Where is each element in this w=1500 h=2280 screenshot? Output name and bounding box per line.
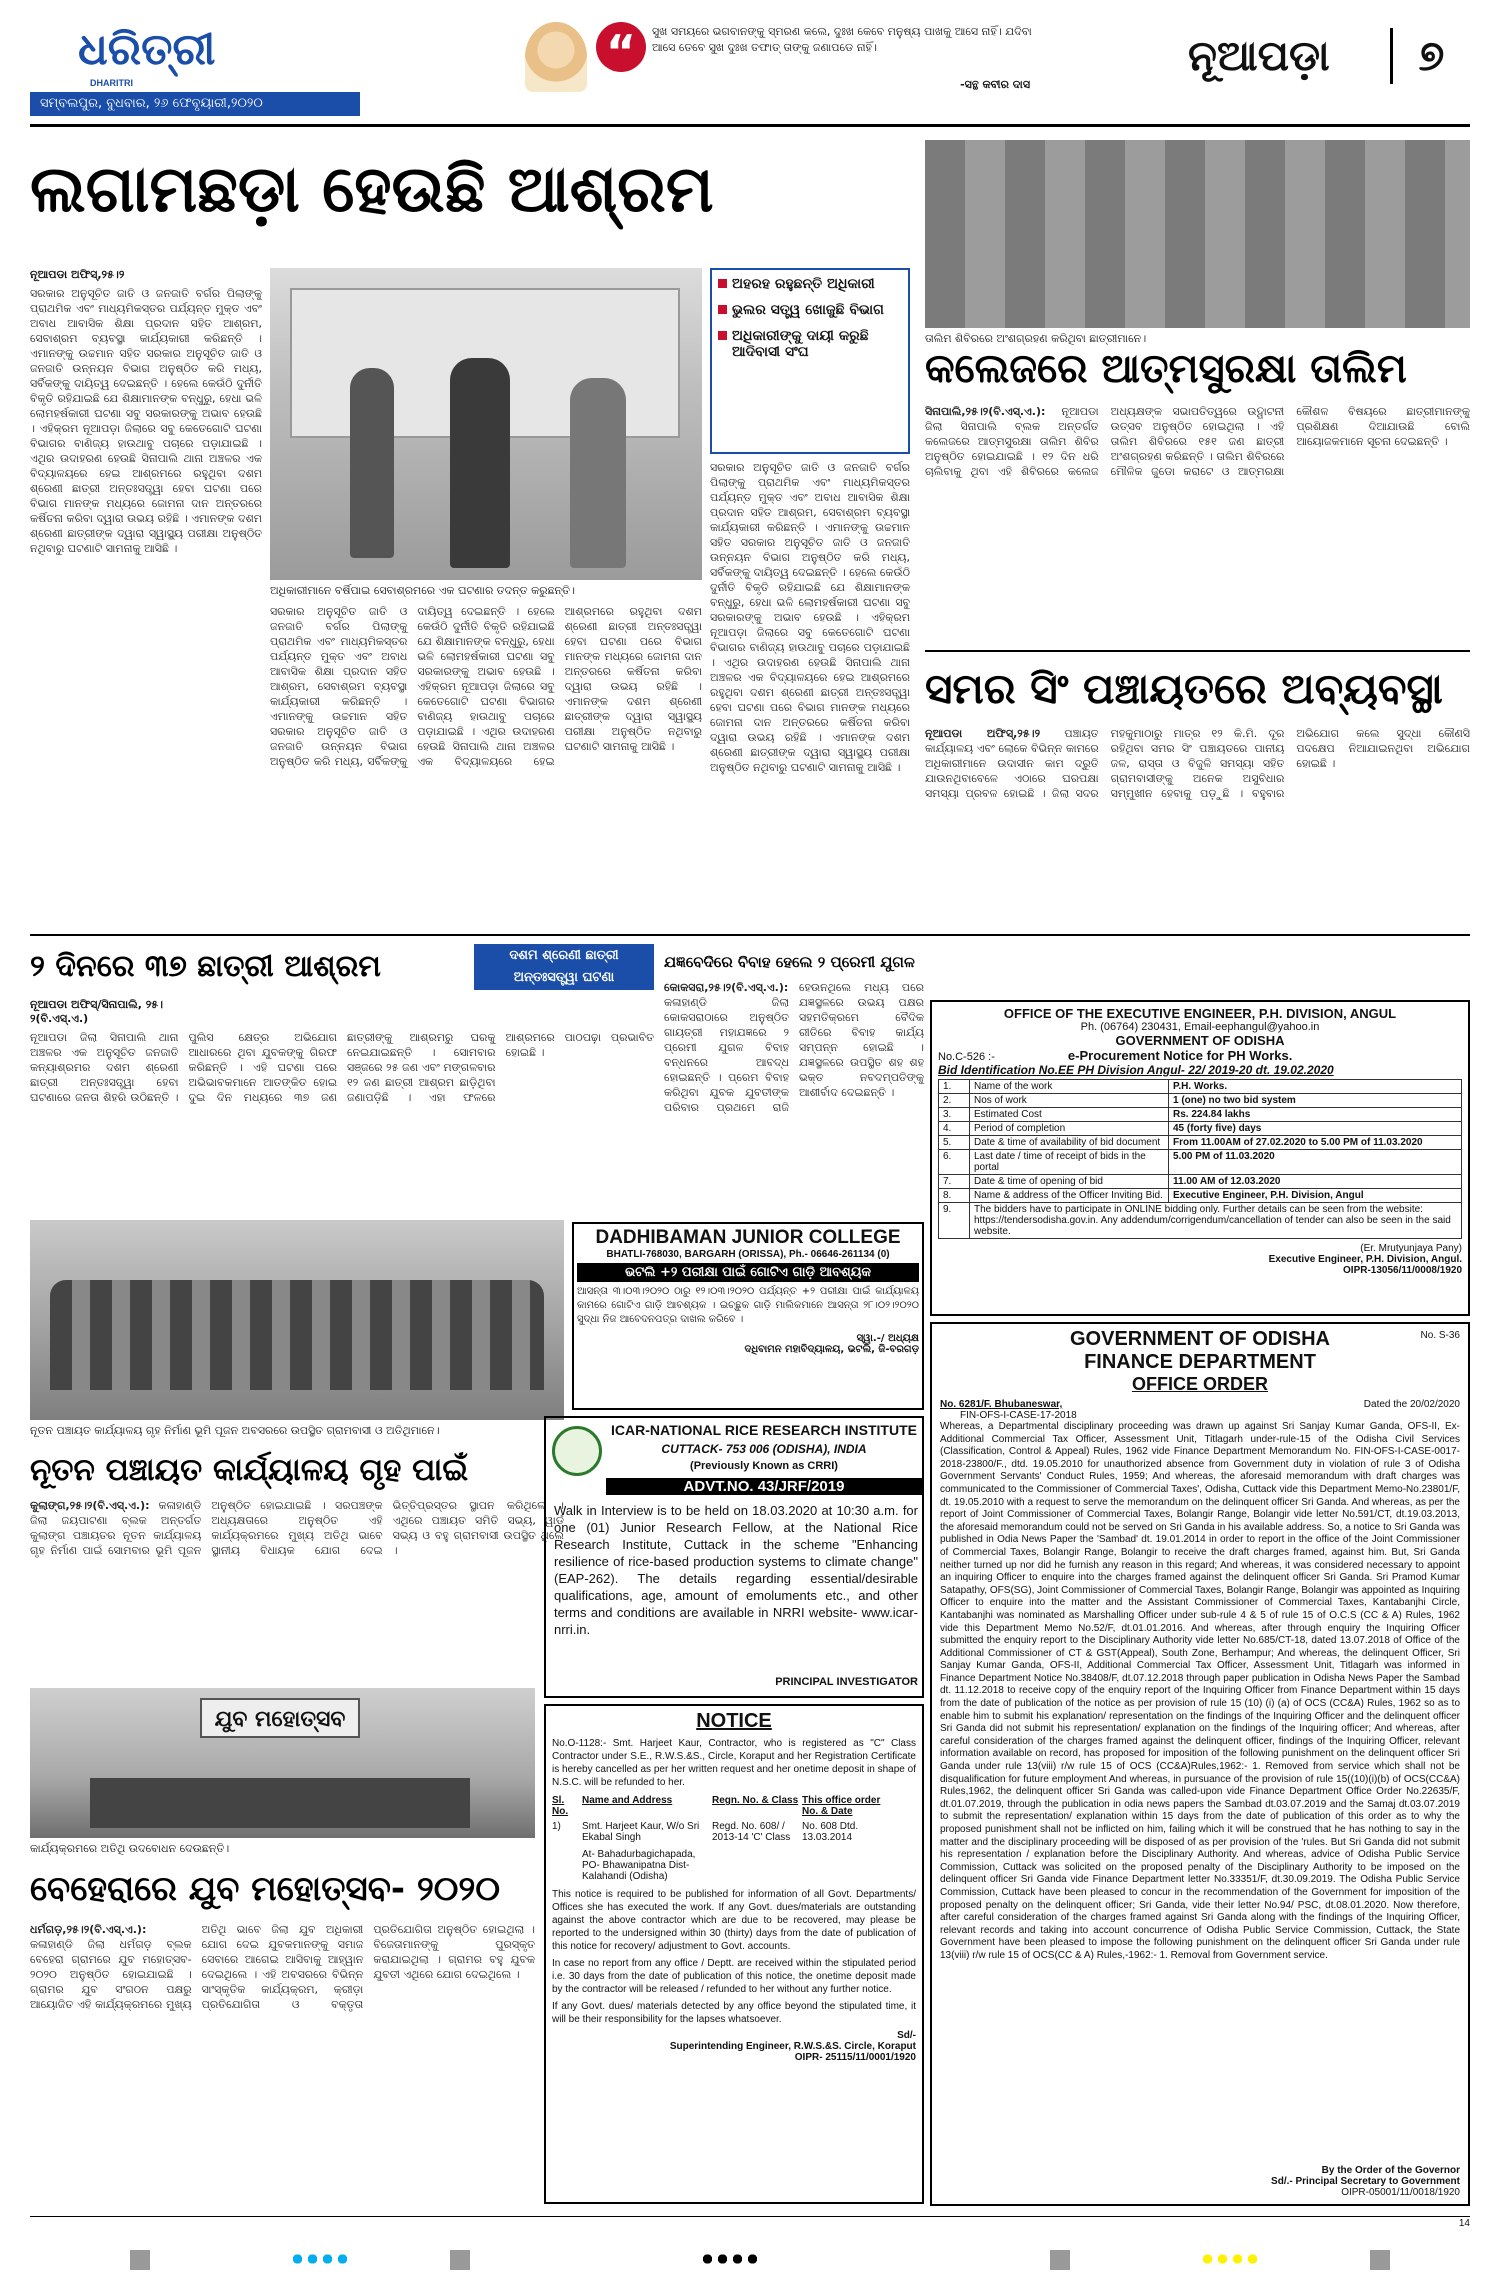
notice-row <box>552 1821 916 1882</box>
tender-row <box>939 1108 1462 1122</box>
row-name: Smt. Harjeet Kaur, W/o Sri Ekabal Singh <box>582 1821 700 1843</box>
section-name: ନୂଆପଡ଼ା <box>1188 31 1330 80</box>
tender-row-no: 2. <box>939 1094 970 1108</box>
icar-name: ICAR-NATIONAL RICE RESEARCH INSTITUTE <box>611 1422 917 1438</box>
story7-banner: ଯୁବ ମହୋତ୍ସବ <box>200 1698 360 1738</box>
story6-body: କଳାହାଣ୍ଡି ଜିଲା ଜୟପାଟଣା ବ୍ଲକ ଅନ୍ତର୍ଗତ କୁଲାଙ୍ଗ ପଞ୍ଚାୟତର ନୂତନ କାର୍ଯ୍ୟାଳୟ ଗୃହ ନିର୍ମାଣ ପାଇଁ ସୋମବାର ଭୂମି ପୂଜନ ଅନୁଷ୍ଠିତ ହୋଇଯାଇଛି । ସରପଞ୍ଚଙ୍କ ଅଧ୍ୟକ୍ଷତାରେ ଅନୁଷ୍ଠିତ ଏହି କାର୍ଯ୍ୟକ୍ରମରେ ମୁଖ୍ୟ ଅତିଥି ଭାବେ ସ୍ଥାନୀୟ ବିଧାୟକ ଯୋଗ ଦେଇ ଭିତ୍ତିପ୍ରସ୍ତର ସ୍ଥାପନ କରିଥିଲେ । ଏଥିରେ ପଞ୍ଚାୟତ ସମିତି ସଭ୍ୟ, ୱାର୍ଡ ସଭ୍ୟ ଓ ବହୁ ଗ୍ରାମବାସୀ ଉପସ୍ଥିତ ଥିଲେ । <box>30 1499 564 1557</box>
notice-p2: In case no report from any office / Deptt. are received within the stipulated period i.e. 30 days from the date of publication of this notice, the onetime deposit made by the contractor will be released / refunded to her without any further notice. <box>552 1958 916 1995</box>
story1-dateline: ନୂଆପଡା ଅଫିସ୍,୨୫।୨ <box>30 268 125 281</box>
icar-text: Walk in Interview is to be held on 18.03.2020 at 10:30 a.m. for one (01) Junior Research Fellow, at the National Rice Research Institute, Cuttack in the scheme "Enhancing resilience of rice-based production systems to climate change" (EAP-262). The details regarding essential/desirable qualifications, age, amount of emoluments etc., and other terms and conditions are available in NRRI website- www.icar-nrri.in. <box>554 1503 918 1637</box>
logo-text: ଧରିତ୍ରୀ <box>78 24 216 75</box>
tender-row-key: Estimated Cost <box>970 1108 1169 1122</box>
story2-body: ନୂଆପଡା ଜିଲା ସିନାପାଲି ବ୍ଲକ ଅନ୍ତର୍ଗତ କଲେଜରେ ଆତ୍ମସୁରକ୍ଷା ତାଲିମ ଶିବିର ଅନୁଷ୍ଠିତ ହୋଇଯାଇଛି । ୧୨ ଦିନ ଧରି ଚାଲିବାକୁ ଥିବା ଏହି ଶିବିରରେ କଲେଜ ଅଧ୍ୟକ୍ଷଙ୍କ ସଭାପତିତ୍ୱରେ ଉଦ୍ଘାଟନୀ ଉତ୍ସବ ଅନୁଷ୍ଠିତ ହୋଇଥିଲା । ଏହି ତାଲିମ ଶିବିରରେ ୧୫୧ ଜଣ ଛାତ୍ରୀ ଅଂଶଗ୍ରହଣ କରିଛନ୍ତି । ତାଲିମ ଶିବିରରେ ମୌଳିକ ଜୁଡୋ କରାଟେ ଓ ଆତ୍ମରକ୍ଷା କୌଶଳ ବିଷୟରେ ଛାତ୍ରୀମାନଙ୍କୁ ପ୍ରଶିକ୍ଷଣ ଦିଆଯାଉଛି ବୋଲି ଆୟୋଜକମାନେ ସୂଚନା ଦେଇଛନ୍ତି । <box>925 405 1470 478</box>
order-title1: GOVERNMENT OF ODISHA <box>1069 1328 1330 1350</box>
notice-sign2: Superintending Engineer, R.W.S.&S. Circle, Koraput <box>669 2041 916 2052</box>
col-sl: Sl. No. <box>552 1795 569 1817</box>
icar-formerly: (Previously Known as CRRI) <box>690 1460 838 1472</box>
tender-row-key: Last date / time of receipt of bids in the portal <box>970 1150 1169 1175</box>
icar-ad <box>544 1416 924 1698</box>
order-file: FIN-OFS-I-CASE-17-2018 <box>960 1410 1077 1421</box>
tender-row-value: P.H. Works. <box>1169 1080 1462 1094</box>
college-sign: ସ୍ୱା.-/ ଅଧ୍ୟକ୍ଷ <box>856 1333 919 1344</box>
icar-sign: PRINCIPAL INVESTIGATOR <box>775 1676 918 1688</box>
story1-col3-text: ସରକାର ଅନୁସୂଚିତ ଜାତି ଓ ଜନଜାତି ବର୍ଗର ପିଲାଙ୍କୁ ପ୍ରାଥମିକ ଏବଂ ମାଧ୍ୟମିକସ୍ତର ପର୍ଯ୍ୟନ୍ତ ମୁକ୍ତ ଏବଂ ଅବାଧ ଆବାସିକ ଶିକ୍ଷା ପ୍ରଦାନ ସହିତ ଆଶ୍ରମ, ସେବାଶ୍ରମ ବ୍ୟବସ୍ଥା କାର୍ଯ୍ୟକାରୀ କରିଛନ୍ତି । ଏମାନଙ୍କୁ ଉଚ୍ଚମାନ ସହିତ ସରକାର ଅନୁସୂଚିତ ଜାତି ଓ ଜନଜାତି ଉନ୍ନୟନ ବିଭାଗ ଅନୁଷ୍ଠିତ କରି ମଧ୍ୟ, ସର୍ବିକଙ୍କୁ ଦାୟିତ୍ୱ ଦେଇଛନ୍ତି । ହେଲେ କେଉଁଠି ଦୁର୍ନୀତି ବିକୃତି ରହିଯାଇଛି ଯେ ଶିକ୍ଷାମାନଙ୍କ ବନ୍ଧୁରୁ, ହେଧା ଭଳି ଲୋମହର୍ଷକାରୀ ଘଟଣା ସବୁ ସରକାରଙ୍କୁ ଅଭାବ ହେଉଛି । ଏହିକ୍ରମ ନୂଆପଡ଼ା ଜିଲାରେ ସବୁ କେତେଗୋଟି ଘଟଣା ବିଭାଗର ବାଣିଜ୍ୟ ହାଉଥାବୁ ପଚାରେ ପଡ଼ାଯାଇଛି । ଏଥିର ଉଦାହରଣ ହେଉଛି ସିନାପାଲି ଥାନା ଅଞ୍ଚଳର ଏକ ବିଦ୍ୟାଳୟରେ ହେଇ ଆଶ୍ରମରେ ରହୁଥିବା ଦଶମ ଶ୍ରେଣୀ ଛାତ୍ରୀ ଅନ୍ତଃସତ୍ତ୍ୱା ହେବା ଘଟଣା ପରେ ବିଭାଗ ମାନଙ୍କ ମଧ୍ୟରେ ଜୋମନା ଦାନ ଅନ୍ତରରେ କର୍ଷିତନା କରିବା ଦ୍ୱାରା ଉଭୟ ରହିଛି । ଏମାନଙ୍କ ଦଶମ ଶ୍ରେଣୀ ଛାତ୍ରୀଙ୍କ ଦ୍ୱାରା ସ୍ୱାସ୍ଥ୍ୟ ପରୀକ୍ଷା ଅନୁଷ୍ଠିତ ନଥିବାରୁ ଘଟଣାଟି ସାମନାକୁ ଆସିଛି । <box>710 461 910 774</box>
tender-row-no: 6. <box>939 1150 970 1175</box>
story6-photo-caption: ନୂତନ ପଞ୍ଚାୟତ କାର୍ଯ୍ୟାଳୟ ଗୃହ ନିର୍ମାଣ ଭୂମି ପୂଜନ ଅବସରରେ ଉପସ୍ଥିତ ଗ୍ରାମବାସୀ ଓ ଅତିଥିମାନେ। <box>30 1424 440 1437</box>
col-name: Name and Address <box>582 1795 673 1806</box>
tender-row-value: 1 (one) no two bid system <box>1169 1094 1462 1108</box>
order-sign: By the Order of the Governor <box>1321 2165 1460 2176</box>
order-title2: FINANCE DEPARTMENT <box>1084 1351 1316 1373</box>
tender-row-key: Nos of work <box>970 1094 1169 1108</box>
order-no-row <box>940 1399 1460 1410</box>
quote: ସୁଖ ସମୟରେ ଭଗବାନଙ୍କୁ ସ୍ମରଣ କଲେ, ଦୁଃଖ କେବେ ମନୁଷ୍ୟ ପାଖକୁ ଆସେ ନାହିଁ। ଯଦିବା ଆସେ ତେବେ ସୁଖ ଦୁଃଖ ତଫାତ୍ ତାଙ୍କୁ ଜଣାପଡେ ନାହିଁ। <box>652 25 1032 54</box>
row-order: No. 608 Dtd. 13.03.2014 <box>802 1821 859 1843</box>
tender-table <box>938 1079 1462 1239</box>
tender-row-key: Name & address of the Officer Inviting Bid. <box>970 1189 1169 1203</box>
quote-mark-icon: “ <box>596 22 646 72</box>
bullet-text: ଭୁଲର ସତ୍ତ୍ୱ ଖୋଜୁଛି ବିଭାଗ <box>732 302 884 318</box>
notice-intro: No.O-1128:- Smt. Harjeet Kaur, Contractor, who is registered as "C" Class Contractor under S.E., R.W.S.&S., Circle, Koraput and her Registration Certificate is hereby cancelled as per her written request and her onetime deposit in shape of N.S.C. will be refunded to her. <box>552 1738 916 1788</box>
order-serial: No. S-36 <box>1420 1330 1460 1341</box>
college-address: BHATLI-768030, BARGARH (ORISSA), Ph.- 06646-261134 (0) <box>606 1249 890 1260</box>
notice-ref: OIPR- 25115/11/0001/1920 <box>794 2052 916 2063</box>
college-text: ଆସନ୍ତା ୩।୦୩।୨୦୨୦ ଠାରୁ ୧୨।୦୩।୨୦୨୦ ପର୍ଯ୍ୟନ୍ତ +୨ ପରୀକ୍ଷା ପାଇଁ କାର୍ଯ୍ୟାଳୟ କାମରେ ଗୋଟିଏ ଗାଡ଼ି ଆବଶ୍ୟକ । ଇଚ୍ଛୁକ ଗାଡ଼ି ମାଲିକମାନେ ଆସନ୍ତା ୨୮।୦୨।୨୦୨୦ ସୁଦ୍ଧା ନିଜ ଆବେଦନପତ୍ର ଦାଖଲ କରିବେ । <box>577 1286 919 1325</box>
tender-row <box>939 1136 1462 1150</box>
row-regn: Regd. No. 608/ / 2013-14 'C' Class <box>712 1821 791 1843</box>
story2-photo-caption: ତାଲିମ ଶିବିରରେ ଅଂଶଗ୍ରହଣ କରିଥିବା ଛାତ୍ରୀମାନେ। <box>925 332 1147 345</box>
tender-bid: Bid Identification No.EE PH Division Angul- 22/ 2019-20 dt. 19.02.2020 <box>938 1063 1334 1077</box>
story6-headline: ନୂତନ ପଞ୍ଚାୟତ କାର୍ଯ୍ୟାଳୟ ଗୃହ ପାଇଁ <box>30 1452 469 1488</box>
logo <box>78 22 308 80</box>
tender-row-value: 45 (forty five) days <box>1169 1122 1462 1136</box>
college-banner: ଭଟଲି +୨ ପରୀକ୍ଷା ପାଇଁ ଗୋଟିଏ ଗାଡ଼ି ଆବଶ୍ୟକ <box>577 1263 919 1282</box>
notice-p1: This notice is required to be published for information of all Govt. Departments/ Offices she has executed the work. If any Govt. dues/materials are outstanding against the above contractor which are due to be recovered, may please be reported to the undersigned within 30 (thirty) days from the date of publication of this notice for recovery/ adjustment to Govt. accounts. <box>552 1889 916 1952</box>
story1-bullets <box>710 268 910 454</box>
story1-col2-text: ସରକାର ଅନୁସୂଚିତ ଜାତି ଓ ଜନଜାତି ବର୍ଗର ପିଲାଙ୍କୁ ପ୍ରାଥମିକ ଏବଂ ମାଧ୍ୟମିକସ୍ତର ପର୍ଯ୍ୟନ୍ତ ମୁକ୍ତ ଏବଂ ଅବାଧ ଆବାସିକ ଶିକ୍ଷା ପ୍ରଦାନ ସହିତ ଆଶ୍ରମ, ସେବାଶ୍ରମ ବ୍ୟବସ୍ଥା କାର୍ଯ୍ୟକାରୀ କରିଛନ୍ତି । ଏମାନଙ୍କୁ ଉଚ୍ଚମାନ ସହିତ ସରକାର ଅନୁସୂଚିତ ଜାତି ଓ ଜନଜାତି ଉନ୍ନୟନ ବିଭାଗ ଅନୁଷ୍ଠିତ କରି ମଧ୍ୟ, ସର୍ବିକଙ୍କୁ ଦାୟିତ୍ୱ ଦେଇଛନ୍ତି । ହେଲେ କେଉଁଠି ଦୁର୍ନୀତି ବିକୃତି ରହିଯାଇଛି ଯେ ଶିକ୍ଷାମାନଙ୍କ ବନ୍ଧୁରୁ, ହେଧା ଭଳି ଲୋମହର୍ଷକାରୀ ଘଟଣା ସବୁ ସରକାରଙ୍କୁ ଅଭାବ ହେଉଛି । ଏହିକ୍ରମ ନୂଆପଡ଼ା ଜିଲାରେ ସବୁ କେତେଗୋଟି ଘଟଣା ବିଭାଗର ବାଣିଜ୍ୟ ହାଉଥାବୁ ପଚାରେ ପଡ଼ାଯାଇଛି । ଏଥିର ଉଦାହରଣ ହେଉଛି ସିନାପାଲି ଥାନା ଅଞ୍ଚଳର ଏକ ବିଦ୍ୟାଳୟରେ ହେଇ ଆଶ୍ରମରେ ରହୁଥିବା ଦଶମ ଶ୍ରେଣୀ ଛାତ୍ରୀ ଅନ୍ତଃସତ୍ତ୍ୱା ହେବା ଘଟଣା ପରେ ବିଭାଗ ମାନଙ୍କ ମଧ୍ୟରେ ଜୋମନା ଦାନ ଅନ୍ତରରେ କର୍ଷିତନା କରିବା ଦ୍ୱାରା ଉଭୟ ରହିଛି । ଏମାନଙ୍କ ଦଶମ ଶ୍ରେଣୀ ଛାତ୍ରୀଙ୍କ ଦ୍ୱାରା ସ୍ୱାସ୍ଥ୍ୟ ପରୀକ୍ଷା ଅନୁଷ୍ଠିତ ନଥିବାରୁ ଘଟଣାଟି ସାମନାକୁ ଆସିଛି । <box>270 605 702 768</box>
tender-sign: (Er. Mrutyunjaya Pany) <box>1360 1243 1462 1254</box>
dateline-bar <box>30 92 360 116</box>
story5-dateline: କୋକସରା,୨୫।୨(ବି.ଏସ୍.ଏ.): <box>664 981 789 994</box>
tender-govt: GOVERNMENT OF ODISHA <box>1115 1033 1285 1048</box>
tender-row-value: Executive Engineer, P.H. Division, Angul <box>1169 1189 1462 1203</box>
tender-sign2: Executive Engineer, P.H. Division, Angul. <box>1268 1254 1462 1265</box>
story2-dateline: ସିନାପାଲି,୨୫।୨(ବି.ଏସ୍.ଏ.): <box>925 405 1046 418</box>
tender-row-key: Name of the work <box>970 1080 1169 1094</box>
person-figure <box>350 368 394 558</box>
tender-row-key: Period of completion <box>970 1122 1169 1136</box>
tender-row-value: From 11.00AM of 27.02.2020 to 5.00 PM of 11.03.2020 <box>1169 1136 1462 1150</box>
bullet-text: ଅଧିକାରୀଙ୍କୁ ଦାୟୀ କରୁଛି ଆଦିବାସୀ ସଂଘ <box>732 328 869 360</box>
order-ref: OIPR-05001/11/0018/1920 <box>1341 2187 1460 2198</box>
story4-tag-text: ଦଶମ ଶ୍ରେଣୀ ଛାତ୍ରୀ ଅନ୍ତଃସତ୍ତ୍ୱା ଘଟଣା <box>509 948 619 985</box>
notice-sign: Sd/- <box>897 2030 916 2041</box>
story4-text <box>30 1030 654 1210</box>
story7-dateline: ଧର୍ମଗଡ଼,୨୫।୨(ବି.ଏସ୍.ଏ.): <box>30 1923 147 1936</box>
tender-row-no: 7. <box>939 1175 970 1189</box>
tender-title: e-Procurement Notice for PH Works. <box>1067 1048 1293 1063</box>
tender-row <box>939 1203 1462 1239</box>
notice-title: NOTICE <box>696 1710 772 1732</box>
story2-headline: କଲେଜରେ ଆତ୍ମସୁରକ୍ଷା ତାଲିମ <box>925 346 1407 392</box>
story1-col3 <box>710 460 910 926</box>
story1-col2 <box>270 604 702 926</box>
tender-office: OFFICE OF THE EXECUTIVE ENGINEER, P.H. DIVISION, ANGUL <box>1003 1006 1397 1021</box>
quote-author: -ସନ୍ଥ କବୀର ଦାସ <box>960 78 1030 91</box>
story1-photo-caption: ଅଧିକାରୀମାନେ ବର୍ଷିପାଇ ସେବାଶ୍ରମରେ ଏକ ଘଟଣାର ତଦନ୍ତ କରୁଛନ୍ତି। <box>270 584 575 597</box>
story5-text <box>664 980 924 1210</box>
notice-box <box>544 1704 924 2204</box>
rule <box>925 650 1470 652</box>
story7-headline: ବେହେରାରେ ଯୁବ ମହୋତ୍ସବ- ୨୦୨୦ <box>30 1869 500 1909</box>
logo-sub: DHARITRI <box>90 78 133 88</box>
story1-col1: ସରକାର ଅନୁସୂଚିତ ଜାତି ଓ ଜନଜାତି ବର୍ଗର ପିଲାଙ୍କୁ ପ୍ରାଥମିକ ଏବଂ ମାଧ୍ୟମିକସ୍ତର ପର୍ଯ୍ୟନ୍ତ ମୁକ୍ତ ଏବଂ ଅବାଧ ଆବାସିକ ଶିକ୍ଷା ପ୍ରଦାନ ସହିତ ଆଶ୍ରମ, ସେବାଶ୍ରମ ବ୍ୟବସ୍ଥା କାର୍ଯ୍ୟକାରୀ କରିଛନ୍ତି । ଏମାନଙ୍କୁ ଉଚ୍ଚମାନ ସହିତ ସରକାର ଅନୁସୂଚିତ ଜାତି ଓ ଜନଜାତି ଉନ୍ନୟନ ବିଭାଗ ଅନୁଷ୍ଠିତ କରି ମଧ୍ୟ, ସର୍ବିକଙ୍କୁ ଦାୟିତ୍ୱ ଦେଇଛନ୍ତି । ହେଲେ କେଉଁଠି ଦୁର୍ନୀତି ବିକୃତି ରହିଯାଇଛି ଯେ ଶିକ୍ଷାମାନଙ୍କ ବନ୍ଧୁରୁ, ହେଧା ଭଳି ଲୋମହର୍ଷକାରୀ ଘଟଣା ସବୁ ସରକାରଙ୍କୁ ଅଭାବ ହେଉଛି । ଏହିକ୍ରମ ନୂଆପଡ଼ା ଜିଲାରେ ସବୁ କେତେଗୋଟି ଘଟଣା ବିଭାଗର ବାଣିଜ୍ୟ ହାଉଥାବୁ ପଚାରେ ପଡ଼ାଯାଇଛି । ଏଥିର ଉଦାହରଣ ହେଉଛି ସିନାପାଲି ଥାନା ଅଞ୍ଚଳର ଏକ ବିଦ୍ୟାଳୟରେ ହେଇ ଆଶ୍ରମରେ ରହୁଥିବା ଦଶମ ଶ୍ରେଣୀ ଛାତ୍ରୀ ଅନ୍ତଃସତ୍ତ୍ୱା ହେବା ଘଟଣା ପରେ ବିଭାଗ ମାନଙ୍କ ମଧ୍ୟରେ ଜୋମନା ଦାନ ଅନ୍ତରରେ କର୍ଷିତନା କରିବା ଦ୍ୱାରା ଉଭୟ ରହିଛି । ଏମାନଙ୍କ ଦଶମ ଶ୍ରେଣୀ ଛାତ୍ରୀଙ୍କ ଦ୍ୱାରା ସ୍ୱାସ୍ଥ୍ୟ ପରୀକ୍ଷା ଅନୁଷ୍ଠିତ ନଥିବାରୁ ଘଟଣାଟି ସାମନାକୁ ଆସିଛି । <box>30 287 262 555</box>
footer-page-number: 14 <box>1458 2218 1470 2229</box>
story6-text <box>30 1498 564 1676</box>
story4-dateline: ନୂଆପଡା ଅଫିସ୍/ସିନାପାଲି, ୨୫।୨(ବି.ଏସ୍.ଏ.) <box>30 998 163 1025</box>
tender-row-no: 9. <box>939 1203 970 1239</box>
tender-row-value: Rs. 224.84 lakhs <box>1169 1108 1462 1122</box>
row-sl: 1) <box>552 1821 561 1832</box>
order-title3: OFFICE ORDER <box>1131 1374 1268 1394</box>
tender-phone: Ph. (06764) 230431, Email-eephangul@yahoo.in <box>1080 1021 1320 1033</box>
order-sign2: Sd/.- Principal Secretary to Government <box>1271 2176 1460 2187</box>
story6-photo <box>30 1220 564 1420</box>
tender-row <box>939 1094 1462 1108</box>
tender-row-no: 5. <box>939 1136 970 1150</box>
tender-row <box>939 1080 1462 1094</box>
story3-text <box>925 726 1470 926</box>
rule <box>30 934 1470 936</box>
tender-no: No.C-526 :- <box>938 1051 995 1063</box>
story5-body: କଳାହାଣ୍ଡି ଜିଲା କୋକସରାଠାରେ ଅନୁଷ୍ଠିତ ଗାୟତ୍ରୀ ମହାଯଜ୍ଞରେ ୨ ପ୍ରେମୀ ଯୁଗଳ ବିବାହ ବନ୍ଧନରେ ଆବଦ୍ଧ ହୋଇଛନ୍ତି । ପ୍ରେମ ବିବାହ କରିଥିବା ଯୁବକ ଯୁବତୀଙ୍କ ପରିବାର ପ୍ରଥମେ ରାଜି ହେଉନଥିଲେ ମଧ୍ୟ ପରେ ଯଜ୍ଞସ୍ଥଳରେ ଉଭୟ ପକ୍ଷର ସହମତିକ୍ରମେ ବୈଦିକ ରୀତିରେ ବିବାହ କାର୍ଯ୍ୟ ସମ୍ପନ୍ନ ହୋଇଛି । ଯଜ୍ଞସ୍ଥଳରେ ଉପସ୍ଥିତ ଶହ ଶହ ଭକ୍ତ ନବଦମ୍ପତିଙ୍କୁ ଆଶୀର୍ବାଦ ଦେଇଛନ୍ତି । <box>664 981 924 1114</box>
bullet-item <box>718 302 902 318</box>
tender-row-note: The bidders have to participate in ONLINE bidding only. Further details can be seen from the website: https://tendersodisha.gov.in. Any addendum/corrigendum/cancellation of tender can also be seen in the said website. <box>970 1203 1462 1239</box>
story2-photo <box>925 140 1470 328</box>
group-of-people <box>50 1280 544 1390</box>
page-number: ୭ <box>1390 28 1470 84</box>
story7-photo <box>30 1688 535 1838</box>
stage-table <box>90 1778 470 1828</box>
icar-logo <box>552 1426 602 1476</box>
print-registration-marks <box>0 2244 1500 2274</box>
tender-ref: OIPR-13056/11/0008/1920 <box>1343 1265 1462 1276</box>
tender-ad <box>930 1000 1470 1316</box>
college-ad <box>572 1222 924 1410</box>
order-text: Whereas, a Departmental disciplinary proceeding was drawn up against Sri Sanjay Kumar Ganda, OFS-II, Ex-Additional Commercial Tax Officer, Assessment Unit, Titlagarh under-rule-15 of the Odisha Civil Services (Classification, Control & Appeal) Rules, 1962 vide Finance Department Memorandum No. FIN-OFS-I-CASE-0017-2018-23800/F., dtd. 19.05.2010 for unauthorized absence from Government duty in violation of rule 3 of Odisha Government Servants' Conduct Rules, 1959; And whereas, the aforesaid memorandum with draft charges was communicated to the Commissioner of Commercial Taxes', Odisha, Cuttack vide this Department Memo-No.23801/F, dt. 19.05.2010 with a request to serve the memorandum on the delinquent officer Sri Ganda. And whereas, as per the report of Joint Commissioner of Commercial Taxes, Bolangir Range, Bolangir vide letter No.591/CT, dt.19.03.2013, the aforesaid memorandum could not be served on Sri Ganda in his available address. So, a notice to Sri Ganda was published in Odia News Paper the 'Sambad' dt. 19.01.2014 in order to report in the office of the Joint Commissioner of Commercial Taxes, Bolangir Range, Bolangir to receive the draft charges framed, against him. But, Sri Ganda neither turned up nor did he furnish any reason in this regard; And whereas, it was considered necessary to appoint an inquiring Officer to enquire into the charges framed against the delinquent officer Sri Ganda. Sri Pramod Kumar Satapathy, OFS(SG), Joint Commissioner of Commercial Taxes, Bolangir Range, Bolangir was appointed as Inquiring Officer to enquire into the matter and the Assistant Commissioner of Commercial Taxes, Kantabanjhi Circle, Kantabanjhi was nominated as Marshalling Officer under sub-rule 4 & 5 of rule 15 of O.C.S (CC & A) Rules, 1962 vide this Department Memo No.52/F, dt.01.01.2016. And whereas, after through enquiry the Inquiring Officer submitted the enquiry report to the Disciplinary Authority vide letter No.685/CT-18, dated 13.07.2018 of Office of the Additional Commissioner of CT & GST(Appeal), South Zone, Berhampur; And whereas, the delinquent Officer, Sri Sanjay Kumar Ganda, OFS-II, Additional Commercial Tax Officer, Assessment Unit, Titlagarh was informed in Finance Department Notice No.38408/F, dt.07.12.2018 through paper publication in Odisha News Paper the Sambad dt. 11.12.2018 to receive copy of the enquiry report of the Inquiring Officer from Finance Department within 15 days from the date of publication of the notice as per provision of rule 15 (10) (i) (a) of OCS (CC&A) Rules, 1962 so as to enable him to submit his explanation/ representation on the findings of the Inquiring Officer and the delinquent officer Sri Ganda did not submit his representation/ explanation on the findings of the Inquiring officer; And whereas, after careful consideration of the charges framed against the delinquent officer, findings of the Inquiring Officer, relevant information available on record, has proposed for imposition of the following punishment on the delinquent officer Sri Ganda under rule 13(viii) r/w rule 15 of OCS (CC&A)Rules,1962:- 1. Removed from service which shall not be disqualification for future employment And whereas, in pursuance of the provision of rule 15((10)(i)(b) of OCS(CC&A) Rules,1962, the delinquent officer Sri Ganda was called-upon vide Finance Department Office Order No.22635/F, dt.01.07.2019, through the publication in odia news papers the Sambad dt.03.07.2019 and the Samaj dt.03.07.2019 to submit the representation/ explanation within 15 days from the date of publication of this order as to why the proposed punishment shall not be inflicted on him, failing which it will be construed that he has nothing to say in the matter and the disciplinary proceeding will be disposed of as per provision of the 'rules. But Sri Ganda did not submit his representation / explanation before the Disciplinary Authority. And whereas, advice of Odisha Public Service Commission, Cuttack was solicited on the proposed penalty of the Disciplinary Authority to be imposed on the delinquent officer Sri Ganda vide Finance Department letter No.33351/F, dt.30.09.2019. The Odisha Public Service Commission, Cuttack have been pleased to concur in the recommendation of the Government for imposition of the proposed penalty on the delinquent officer; Sri Ganda, vide their letter No.94/ PSC, dt.08.01.2020. Now therefore, after careful consideration of the charges framed against Sri Ganda along with the findings of the Inquiring Officer, relevant records and taking into account concurrence of Odisha Public Service Commission, Cuttack, the State Government have been pleased to impose the following punishment on the delinquent officer Sri Ganda under rule 13(viii) r/w rule 15 of OCS(CC & A) Rules,-1962:- 1. Removal from Government service. <box>940 1421 1460 1961</box>
story2-text <box>925 404 1470 644</box>
tender-title-row <box>938 1048 1462 1063</box>
person-figure <box>450 358 510 568</box>
icar-address: CUTTACK- 753 006 (ODISHA), INDIA <box>661 1442 867 1456</box>
tender-row-no: 3. <box>939 1108 970 1122</box>
college-sign2: ଦଧିବାମନ ମହାବିଦ୍ୟାଳୟ, ଭଟଲି, ଜି-ବରଗଡ଼ <box>744 1344 919 1355</box>
story1-photo <box>270 268 702 580</box>
tender-row-no: 8. <box>939 1189 970 1203</box>
order-dated: Dated the 20/02/2020 <box>1363 1399 1460 1410</box>
tender-row <box>939 1175 1462 1189</box>
col-regn: Regn. No. & Class <box>712 1795 799 1806</box>
story5-headline: ଯଜ୍ଞବେଦିରେ ବିବାହ ହେଲେ ୨ ପ୍ରେମୀ ଯୁଗଳ <box>664 953 915 971</box>
tender-row-no: 1. <box>939 1080 970 1094</box>
story7-text <box>30 1922 535 2202</box>
tender-row-no: 4. <box>939 1122 970 1136</box>
masthead <box>30 22 1470 122</box>
story3-body: ପଞ୍ଚାୟତ କାର୍ଯ୍ୟାଳୟ ଏବଂ ଲୋକେ ବିଭିନ୍ନ କାମରେ ଅଧିକାରୀମାନେ ଉଦାସୀନ କାମ ଦ୍ରୁତି ଯାଉନଥିବାବେଳେ ଏଠାରେ ଘରପକ୍ଷା ସମସ୍ୟା ପ୍ରବଳ ହୋଇଛି । ଜିଲା ସଦର ମହକୁମାଠାରୁ ମାତ୍ର ୧୨ କି.ମି. ଦୂର ରହିଥିବା ସମର ସିଂ ପଞ୍ଚାୟତରେ ପାନୀୟ ଜଳ, ରାସ୍ତା ଓ ବିଜୁଳି ସମସ୍ୟା ସହିତ ଗ୍ରାମବାସୀଙ୍କୁ ଅନେକ ଅସୁବିଧାର ସମ୍ମୁଖୀନ ହେବାକୁ ପଡ଼ୁଛି । ବହୁବାର ଅଭିଯୋଗ କଲେ ସୁଦ୍ଧା କୌଣସି ପଦକ୍ଷେପ ନିଆଯାଇନଥିବା ଅଭିଯୋଗ ହୋଇଛି । <box>925 727 1470 800</box>
story4-body: ନୂଆପଡା ଜିଲା ସିନାପାଲି ଥାନା ଅଞ୍ଚଳର ଏକ ଅନୁସୂଚିତ ଜନଜାତି କନ୍ୟାଶ୍ରମର ଦଶମ ଶ୍ରେଣୀ ଛାତ୍ରୀ ଅନ୍ତଃସତ୍ତ୍ୱା ହେବା ଘଟଣାରେ ଜନତା ଶିହରି ଉଠିଛନ୍ତି । ପୁଲିସ କ୍ଷେତ୍ର ଅଭିଯୋଗ ଆଧାରରେ ଥିବା ଯୁବକଙ୍କୁ ଗିରଫ କରିଛନ୍ତି । ଏହି ଘଟଣା ପରେ ଅଭିଭାବକମାନେ ଆତଙ୍କିତ ହୋଇ ଦୁଇ ଦିନ ମଧ୍ୟରେ ୩୭ ଜଣ ଛାତ୍ରୀଙ୍କୁ ଆଶ୍ରମରୁ ଘରକୁ ନେଇଯାଇଛନ୍ତି । ସୋମବାର ସଞ୍ଜରେ ୨୫ ଜଣ ଏବଂ ମଙ୍ଗଳବାର ୧୨ ଜଣ ଛାତ୍ରୀ ଆଶ୍ରମ ଛାଡ଼ିଥିବା ଜଣାପଡ଼ିଛି । ଏହା ଫଳରେ ଆଶ୍ରମରେ ପାଠପଢ଼ା ପ୍ରଭାବିତ ହୋଇଛି । <box>30 1031 654 1104</box>
story4-tag <box>474 944 654 990</box>
tender-row <box>939 1122 1462 1136</box>
dateline: ସମ୍ବଲପୁର, ବୁଧବାର, ୨୬ ଫେବୃୟାରୀ,୨୦୨୦ <box>40 96 263 111</box>
notice-table <box>552 1795 916 1817</box>
tender-row-key: Date & time of opening of bid <box>970 1175 1169 1189</box>
story6-dateline: କୁଲାଙ୍ଗ,୨୫।୨(ବି.ଏସ୍.ଏ.): <box>30 1499 150 1512</box>
icar-advt: ADVT.NO. 43/JRF/2019 <box>606 1478 922 1495</box>
college-name: DADHIBAMAN JUNIOR COLLEGE <box>595 1227 901 1248</box>
story4-headline: ୨ ଦିନରେ ୩୭ ଛାତ୍ରୀ ଆଶ୍ରମ <box>30 949 381 984</box>
bullet-item <box>718 328 902 360</box>
row-address: At- Bahadurbagichapada, PO- Bhawanipatna Dist- Kalahandi (Odisha) <box>582 1849 696 1882</box>
tender-row <box>939 1189 1462 1203</box>
top-rule <box>30 124 1470 127</box>
col-order: This office order No. & Date <box>802 1795 881 1817</box>
tender-row-key: Date & time of availability of bid document <box>970 1136 1169 1150</box>
bullet-item <box>718 276 902 292</box>
story3-dateline: ନୂଆପଡା ଅଫିସ୍,୨୫।୨ <box>925 727 1041 740</box>
tender-row <box>939 1150 1462 1175</box>
story3-headline: ସମର ସିଂ ପଞ୍ଚାୟତରେ ଅବ୍ୟବସ୍ଥା <box>925 664 1443 713</box>
office-order <box>930 1322 1470 2206</box>
notice-p3: If any Govt. dues/ materials detected by any office beyond the stipulated time, it will be their responsibility for the lapses whatsoever. <box>552 2001 916 2025</box>
saint-portrait <box>525 22 587 92</box>
story7-photo-caption: କାର୍ଯ୍ୟକ୍ରମରେ ଅତିଥି ଉଦବୋଧନ ଦେଉଛନ୍ତି। <box>30 1842 230 1855</box>
tender-row-value: 5.00 PM of 11.03.2020 <box>1169 1150 1462 1175</box>
story1-headline: ଲଗାମଛଡ଼ା ହେଉଛି ଆଶ୍ରମ <box>30 153 714 227</box>
bullet-text: ଅହରହ ରହୁଛନ୍ତି ଅଧିକାରୀ <box>732 276 875 292</box>
bottom-rule <box>30 2216 1470 2217</box>
person-figure <box>570 378 626 568</box>
story7-body: କଳାହାଣ୍ଡି ଜିଲା ଧର୍ମଗଡ଼ ବ୍ଲକ ବେହେରା ଗ୍ରାମରେ ଯୁବ ମହୋତ୍ସବ- ୨୦୨୦ ଅନୁଷ୍ଠିତ ହୋଇଯାଇଛି । ଗ୍ରାମର ଯୁବ ସଂଗଠନ ପକ୍ଷରୁ ଆୟୋଜିତ ଏହି କାର୍ଯ୍ୟକ୍ରମରେ ମୁଖ୍ୟ ଅତିଥି ଭାବେ ଜିଲା ଯୁବ ଅଧିକାରୀ ଯୋଗ ଦେଇ ଯୁବକମାନଙ୍କୁ ସମାଜ ସେବାରେ ଆଗେଇ ଆସିବାକୁ ଆହ୍ୱାନ ଦେଇଥିଲେ । ଏହି ଅବସରରେ ବିଭିନ୍ନ ସାଂସ୍କୃତିକ କାର୍ଯ୍ୟକ୍ରମ, କ୍ରୀଡ଼ା ପ୍ରତିଯୋଗିତା ଓ ବକ୍ତୃତା ପ୍ରତିଯୋଗିତା ଅନୁଷ୍ଠିତ ହୋଇଥିଲା । ବିଜେତାମାନଙ୍କୁ ପୁରସ୍କୃତ କରାଯାଇଥିଲା । ଗ୍ରାମର ବହୁ ଯୁବକ ଯୁବତୀ ଏଥିରେ ଯୋଗ ଦେଇଥିଲେ । <box>30 1923 535 2011</box>
order-no: No. 6281/F. Bhubaneswar, <box>940 1399 1063 1410</box>
tender-row-value: 11.00 AM of 12.03.2020 <box>1169 1175 1462 1189</box>
